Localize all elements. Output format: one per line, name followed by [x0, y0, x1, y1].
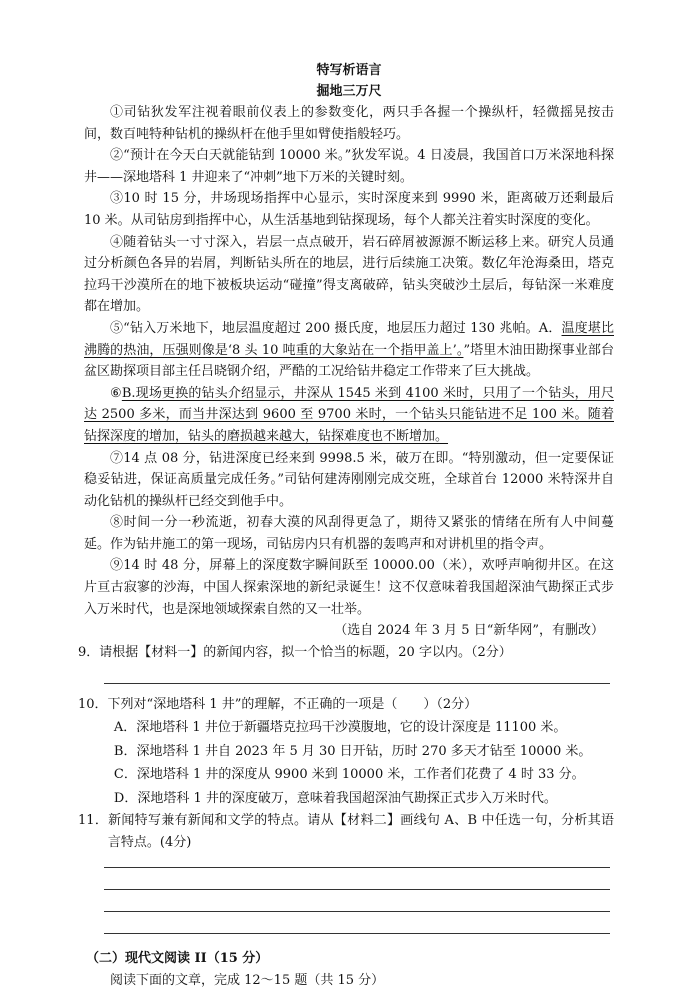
paragraph-5-tail: ”塔里木油田勘探事业部台盆区勘探项目部主任吕晓钢介绍，严酷的工况给钻井稳定工作带来了巨大挑战。: [84, 342, 614, 380]
paragraph-7: ⑦14 点 08 分，钻进深度已经来到 9998.5 米，破万在即。“特别激动，但一定要保证稳妥钻进，保证高质量完成任务。”司钻何建涛刚刚完成交班，全球首台 12000 米特深井自动化钻机的操纵杆已经交到他手中。: [84, 450, 614, 509]
underlined-sentence-b: B.现场更换的钻头介绍显示，井深从 1545 米到 4100 米时，只用了一个钻头，用尺达 2500 多米，而当井深达到 9600 至 9700 米时，一个钻头只能钻进不足 100 米。随着钻探深度的增加，钻头的磨损越来越大，钻探难度也不断增加。: [84, 385, 614, 444]
underlined-sentence-a: 温度堪比沸腾的热油，压强则像是‘8 头 10 吨重的大象站在一个指甲盖上’。: [84, 320, 614, 358]
option-b: B．深地塔科 1 井自 2023 年 5 月 30 日开钻，历时 270 多天才钻至 10000 米。: [113, 743, 592, 759]
paragraph-1: ①司钻狄发军注视着眼前仪表上的参数变化，两只手各握一个操纵杆，轻微摇晃按击间，数百吨特种钻机的操纵杆在他手里如臂使指般轻巧。: [84, 105, 614, 142]
question-10: 10．下列对“深地塔科 1 井”的理解，不正确的一项是（ ）（2分）: [78, 697, 478, 713]
paragraph-2: ②“预计在今天白天就能钻到 10000 米。”狄发军说。4 日凌晨，我国首口万米深地科探井——深地塔科 1 井迎来了“冲刺”地下万米的关键时刻。: [84, 148, 614, 185]
article-title: 掘地三万尺: [316, 84, 382, 99]
paragraph-5-text: ⑤“钻入万米地下，地层温度超过 200 摄氏度，地层压力超过 130 兆帕。A．: [110, 320, 562, 336]
paragraph-9: ⑨14 时 48 分，屏幕上的深度数字瞬间跃至 10000.00（米），欢呼声响彻井区。在这片亘古寂寥的沙海，中国人探索深地的新纪录诞生！这不仅意味着我国超深油气勘探正式步入万米时代，也是深地领域探索自然的又一壮举。: [84, 558, 614, 617]
question-9: 9．请根据【材料一】的新闻内容，拟一个恰当的标题，20 字以内。（2分）: [78, 644, 512, 660]
document-page: [78, 60, 614, 991]
option-c: C．深地塔科 1 井的深度从 9900 米到 10000 米，工作者们花费了 4 时 33 分。: [113, 767, 585, 783]
paragraph-6-number: ⑥: [110, 385, 122, 401]
option-a: A．深地塔科 1 井位于新疆塔克拉玛干沙漠腹地，它的设计深度是 11100 米。: [113, 720, 567, 736]
paragraph-8: ⑧时间一分一秒流逝，初春大漠的风刮得更急了，期待又紧张的情绪在所有人中间蔓延。作为钻井施工的第一现场，司钻房内只有机器的轰鸣声和对讲机里的指令声。: [84, 515, 614, 552]
paragraph-5: [84, 318, 614, 383]
section-instruction: 阅读下面的文章，完成 12～15 题（共 15 分）: [110, 972, 385, 988]
paragraph-3: ③10 时 15 分，井场现场指挥中心显示，实时深度来到 9990 米，距离破万还剩最后 10 米。从司钻房到指挥中心，从生活基地到钻探现场，每个人都关注着实时深度的变化。: [84, 191, 614, 228]
paragraph-6: [84, 383, 614, 448]
section-heading: （二）现代文阅读 II（15 分）: [86, 951, 269, 967]
source-citation: （选自 2024 年 3 月 5 日“新华网”，有删改）: [334, 623, 604, 639]
question-11: 11．新闻特写兼有新闻和文学的特点。请从【材料二】画线句 A、B 中任选一句，分析其语言特点。(4分): [78, 813, 614, 850]
paragraph-4: ④随着钻头一寸寸深入，岩层一点点破开，岩石碎屑被源源不断运移上来。研究人员通过分析颜色各异的岩屑，判断钻头所在的地层，进行后续施工决策。数亿年沧海桑田，塔克拉玛干沙漠所在的地下被板块运动“碰撞”得支离破碎，钻头突破沙土层后，每钻深一米难度都在增加。: [84, 234, 614, 315]
option-d: D．深地塔科 1 井的深度破万，意味着我国超深油气勘探正式步入万米时代。: [113, 790, 557, 806]
page-title: 特写析语言: [316, 63, 382, 78]
